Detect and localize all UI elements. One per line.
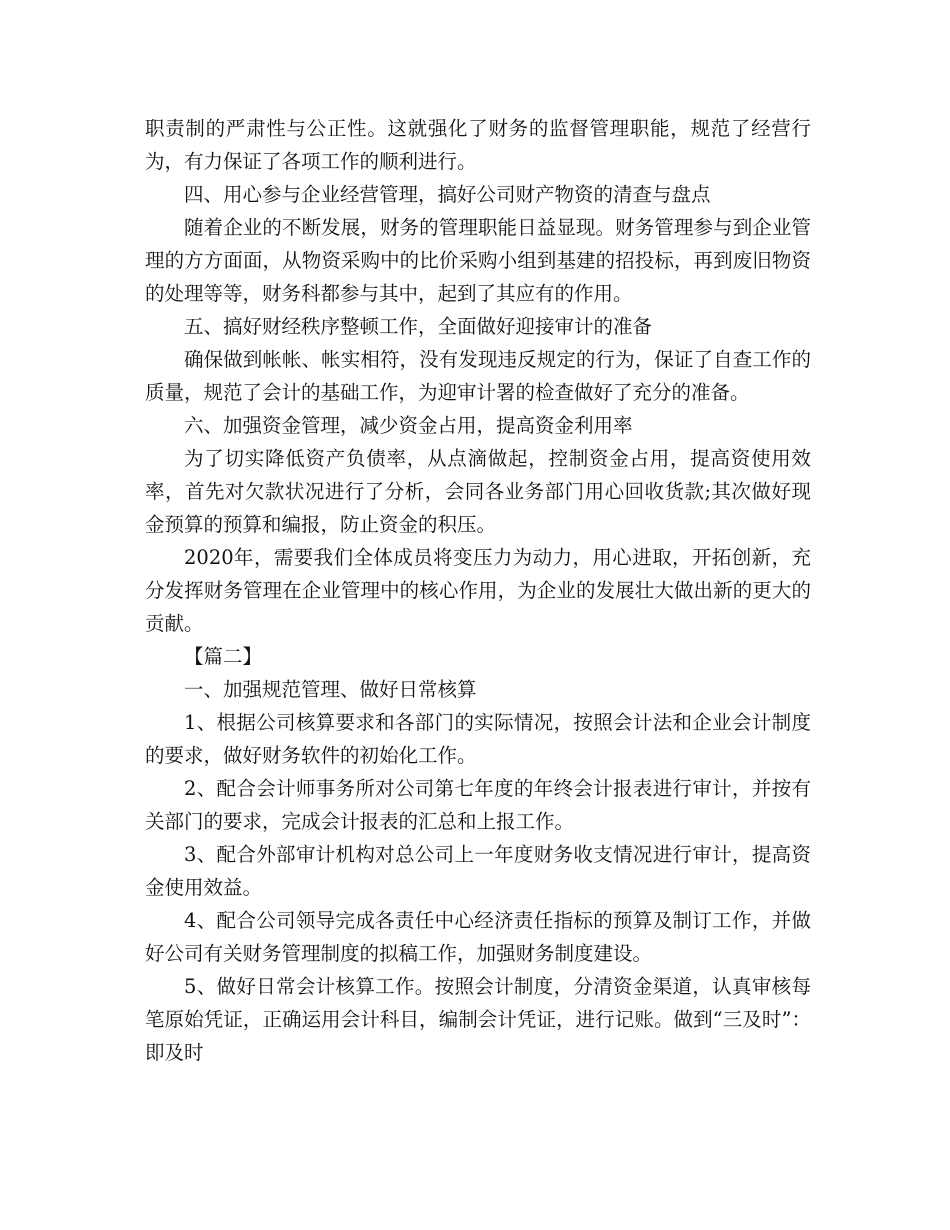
paragraph: 职责制的严肃性与公正性。这就强化了财务的监督管理职能，规范了经营行为，有力保证了各项工作的顺利进行。 <box>145 117 811 173</box>
paragraph: 确保做到帐帐、帐实相符，没有发现违反规定的行为，保证了自查工作的质量，规范了会计的基础工作，为迎审计署的检查做好了充分的准备。 <box>145 348 811 404</box>
section-heading: 六、加强资金管理，减少资金占用，提高资金利用率 <box>184 414 633 437</box>
section-heading: 四、用心参与企业经营管理，搞好公司财产物资的清查与盘点 <box>184 183 711 206</box>
section-heading: 一、加强规范管理、做好日常核算 <box>184 678 477 701</box>
section-heading: 五、搞好财经秩序整顿工作，全面做好迎接审计的准备 <box>184 315 653 338</box>
paragraph: 2020年，需要我们全体成员将变压力为动力，用心进取，开拓创新，充分发挥财务管理在企业管理中的核心作用，为企业的发展壮大做出新的更大的贡献。 <box>145 546 811 635</box>
list-item: 5、做好日常会计核算工作。按照会计制度，分清资金渠道，认真审核每笔原始凭证，正确运用会计科目，编制会计凭证，进行记账。做到“三及时”：即及时 <box>145 975 811 1064</box>
paragraph: 随着企业的不断发展，财务的管理职能日益显现。财务管理参与到企业管理的方方面面，从物资采购中的比价采购小组到基建的招投标，再到废旧物资的处理等等，财务科都参与其中，起到了其应有的作用。 <box>145 216 811 305</box>
part-heading: 【篇二】 <box>184 645 263 668</box>
list-item: 3、配合外部审计机构对总公司上一年度财务收支情况进行审计，提高资金使用效益。 <box>145 843 811 899</box>
paragraph: 为了切实降低资产负债率，从点滴做起，控制资金占用，提高资使用效率，首先对欠款状况进行了分析，会同各业务部门用心回收货款;其次做好现金预算的预算和编报，防止资金的积压。 <box>145 447 811 536</box>
list-item: 4、配合公司领导完成各责任中心经济责任指标的预算及制订工作，并做好公司有关财务管理制度的拟稿工作，加强财务制度建设。 <box>145 909 811 965</box>
list-item: 2、配合会计师事务所对公司第七年度的年终会计报表进行审计，并按有关部门的要求，完成会计报表的汇总和上报工作。 <box>145 777 811 833</box>
document-body <box>145 112 811 1069</box>
list-item: 1、根据公司核算要求和各部门的实际情况，按照会计法和企业会计制度的要求，做好财务软件的初始化工作。 <box>145 711 811 767</box>
